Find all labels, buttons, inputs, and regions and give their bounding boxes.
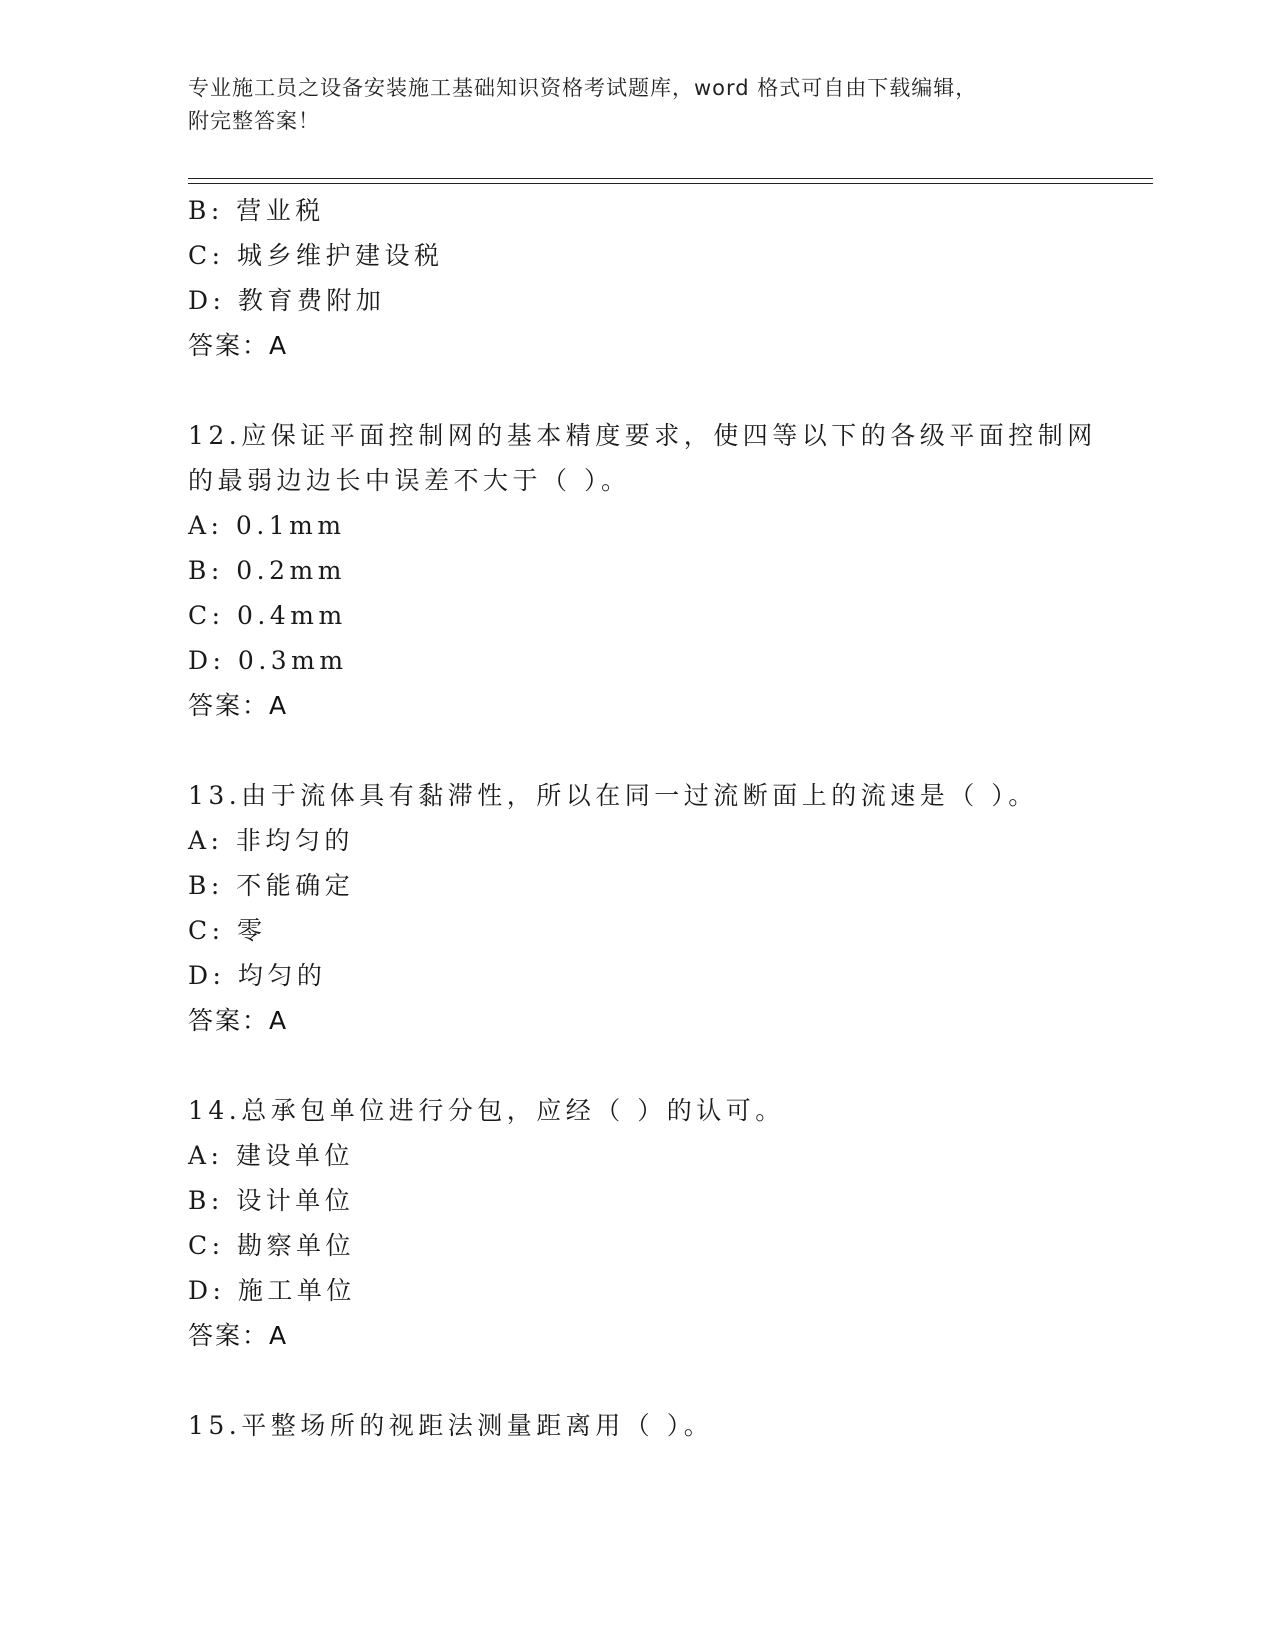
q12-option-d: D: 0.3mm [188, 646, 348, 675]
q13-option-a: A: 非均匀的 [188, 826, 354, 855]
q14-option-d: D: 施工单位 [188, 1276, 356, 1305]
header-divider-top [188, 178, 1153, 179]
q13-option-c: C: 零 [188, 916, 267, 945]
q14-option-a: A: 建设单位 [188, 1141, 354, 1170]
q12-option-c: C: 0.4mm [188, 601, 347, 630]
header-divider-bottom [188, 183, 1153, 184]
q12-stem-line-2: 的最弱边边长中误差不大于（ ）。 [188, 466, 631, 495]
q12-stem-line-1: 12.应保证平面控制网的基本精度要求，使四等以下的各级平面控制网 [188, 421, 1097, 450]
q12-option-b: B: 0.2mm [188, 556, 346, 585]
q13-option-d: D: 均匀的 [188, 961, 327, 990]
q12-answer: 答案：A [188, 691, 289, 720]
q11-answer: 答案：A [188, 331, 289, 360]
header-line-1: 专业施工员之设备安装施工基础知识资格考试题库，word 格式可自由下载编辑， [188, 76, 978, 100]
q12-option-a: A: 0.1mm [188, 511, 346, 540]
q14-stem-line-1: 14.总承包单位进行分包，应经（ ）的认可。 [188, 1096, 785, 1125]
q14-option-b: B: 设计单位 [188, 1186, 355, 1215]
header-line-2: 附完整答案！ [188, 109, 320, 133]
q14-option-c: C: 勘察单位 [188, 1231, 355, 1260]
q15-stem-line-1: 15.平整场所的视距法测量距离用（ ）。 [188, 1411, 714, 1440]
document-header [188, 72, 1088, 138]
q13-option-b: B: 不能确定 [188, 871, 355, 900]
q14-answer: 答案：A [188, 1321, 289, 1350]
q13-answer: 答案：A [188, 1006, 289, 1035]
q11-option-b: B: 营业税 [188, 196, 325, 225]
q11-option-c: C: 城乡维护建设税 [188, 241, 444, 270]
q11-option-d: D: 教育费附加 [188, 286, 386, 315]
q13-stem-line-1: 13.由于流体具有黏滞性，所以在同一过流断面上的流速是（ ）。 [188, 781, 1038, 810]
